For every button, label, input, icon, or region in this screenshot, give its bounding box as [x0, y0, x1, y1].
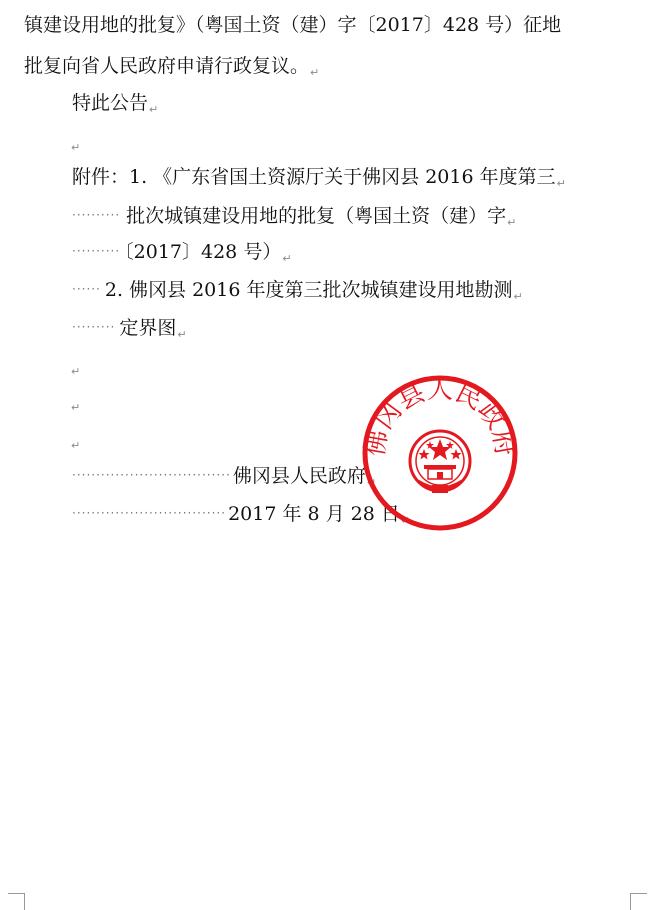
leader-dots: ································: [72, 506, 227, 520]
paragraph-mark-icon: ↵: [177, 328, 187, 341]
indent-dots: ··········: [72, 208, 121, 222]
body-line-1: [24, 14, 561, 36]
indent-dots: ··········: [72, 244, 121, 258]
crop-mark-bottom-right: [630, 893, 647, 910]
paragraph-mark-icon: ↵: [149, 103, 159, 116]
paragraph-mark-icon: ↵: [513, 290, 523, 303]
paragraph-mark-icon: ↵: [71, 141, 81, 154]
paragraph-mark-icon: ↵: [282, 252, 292, 265]
empty-line-10: [70, 354, 80, 376]
attachment-line-1: [72, 166, 566, 188]
empty-line-4: [70, 130, 80, 152]
empty-line-12: [70, 428, 80, 450]
crop-mark-bottom-left: [8, 893, 25, 910]
empty-line-11: [70, 390, 80, 412]
attachment-line-3: [72, 240, 292, 265]
national-emblem-icon: [410, 431, 470, 493]
signature-org: 佛冈县人民政府: [232, 465, 366, 487]
paragraph-mark-icon: ↵: [556, 177, 566, 190]
indent-dots: ······: [72, 282, 101, 296]
paragraph-mark-icon: ↵: [310, 66, 320, 79]
body-line-3: [72, 92, 158, 114]
paragraph-mark-icon: ↵: [71, 365, 81, 378]
line-text: 批复向省人民政府申请行政复议。: [24, 55, 310, 77]
line-text: 特此公告: [72, 92, 149, 114]
paragraph-mark-icon: ↵: [400, 514, 411, 527]
attachment-line-2: [72, 204, 517, 229]
attachment-line-5: [72, 316, 187, 341]
line-text: 定界图: [119, 317, 177, 339]
signature-date: 2017 年 8 月 28 日: [228, 503, 400, 525]
paragraph-mark-icon: ↵: [71, 439, 81, 452]
line-text: 镇建设用地的批复》（粤国土资（建）字〔2017〕428 号）征地: [24, 14, 562, 36]
paragraph-mark-icon: ↵: [71, 401, 81, 414]
line-text: 2. 佛冈县 2016 年度第三批次城镇建设用地勘测: [104, 279, 513, 301]
official-seal: [360, 373, 520, 533]
line-text: 附件：1. 《广东省国土资源厅关于佛冈县 2016 年度第三: [72, 166, 556, 188]
paragraph-mark-icon: ↵: [507, 216, 517, 229]
indent-dots: ·········: [72, 320, 116, 334]
leader-dots: ·································: [72, 468, 231, 482]
body-line-2: [24, 55, 319, 77]
line-text: 批次城镇建设用地的批复（粤国土资（建）字: [126, 205, 507, 227]
seal-arc-text: 佛冈县人民政府: [360, 375, 520, 459]
line-text: 〔2017〕428 号）: [124, 241, 282, 263]
signature-line: [72, 464, 377, 489]
attachment-line-4: [72, 278, 523, 303]
paragraph-mark-icon: ↵: [366, 476, 377, 489]
